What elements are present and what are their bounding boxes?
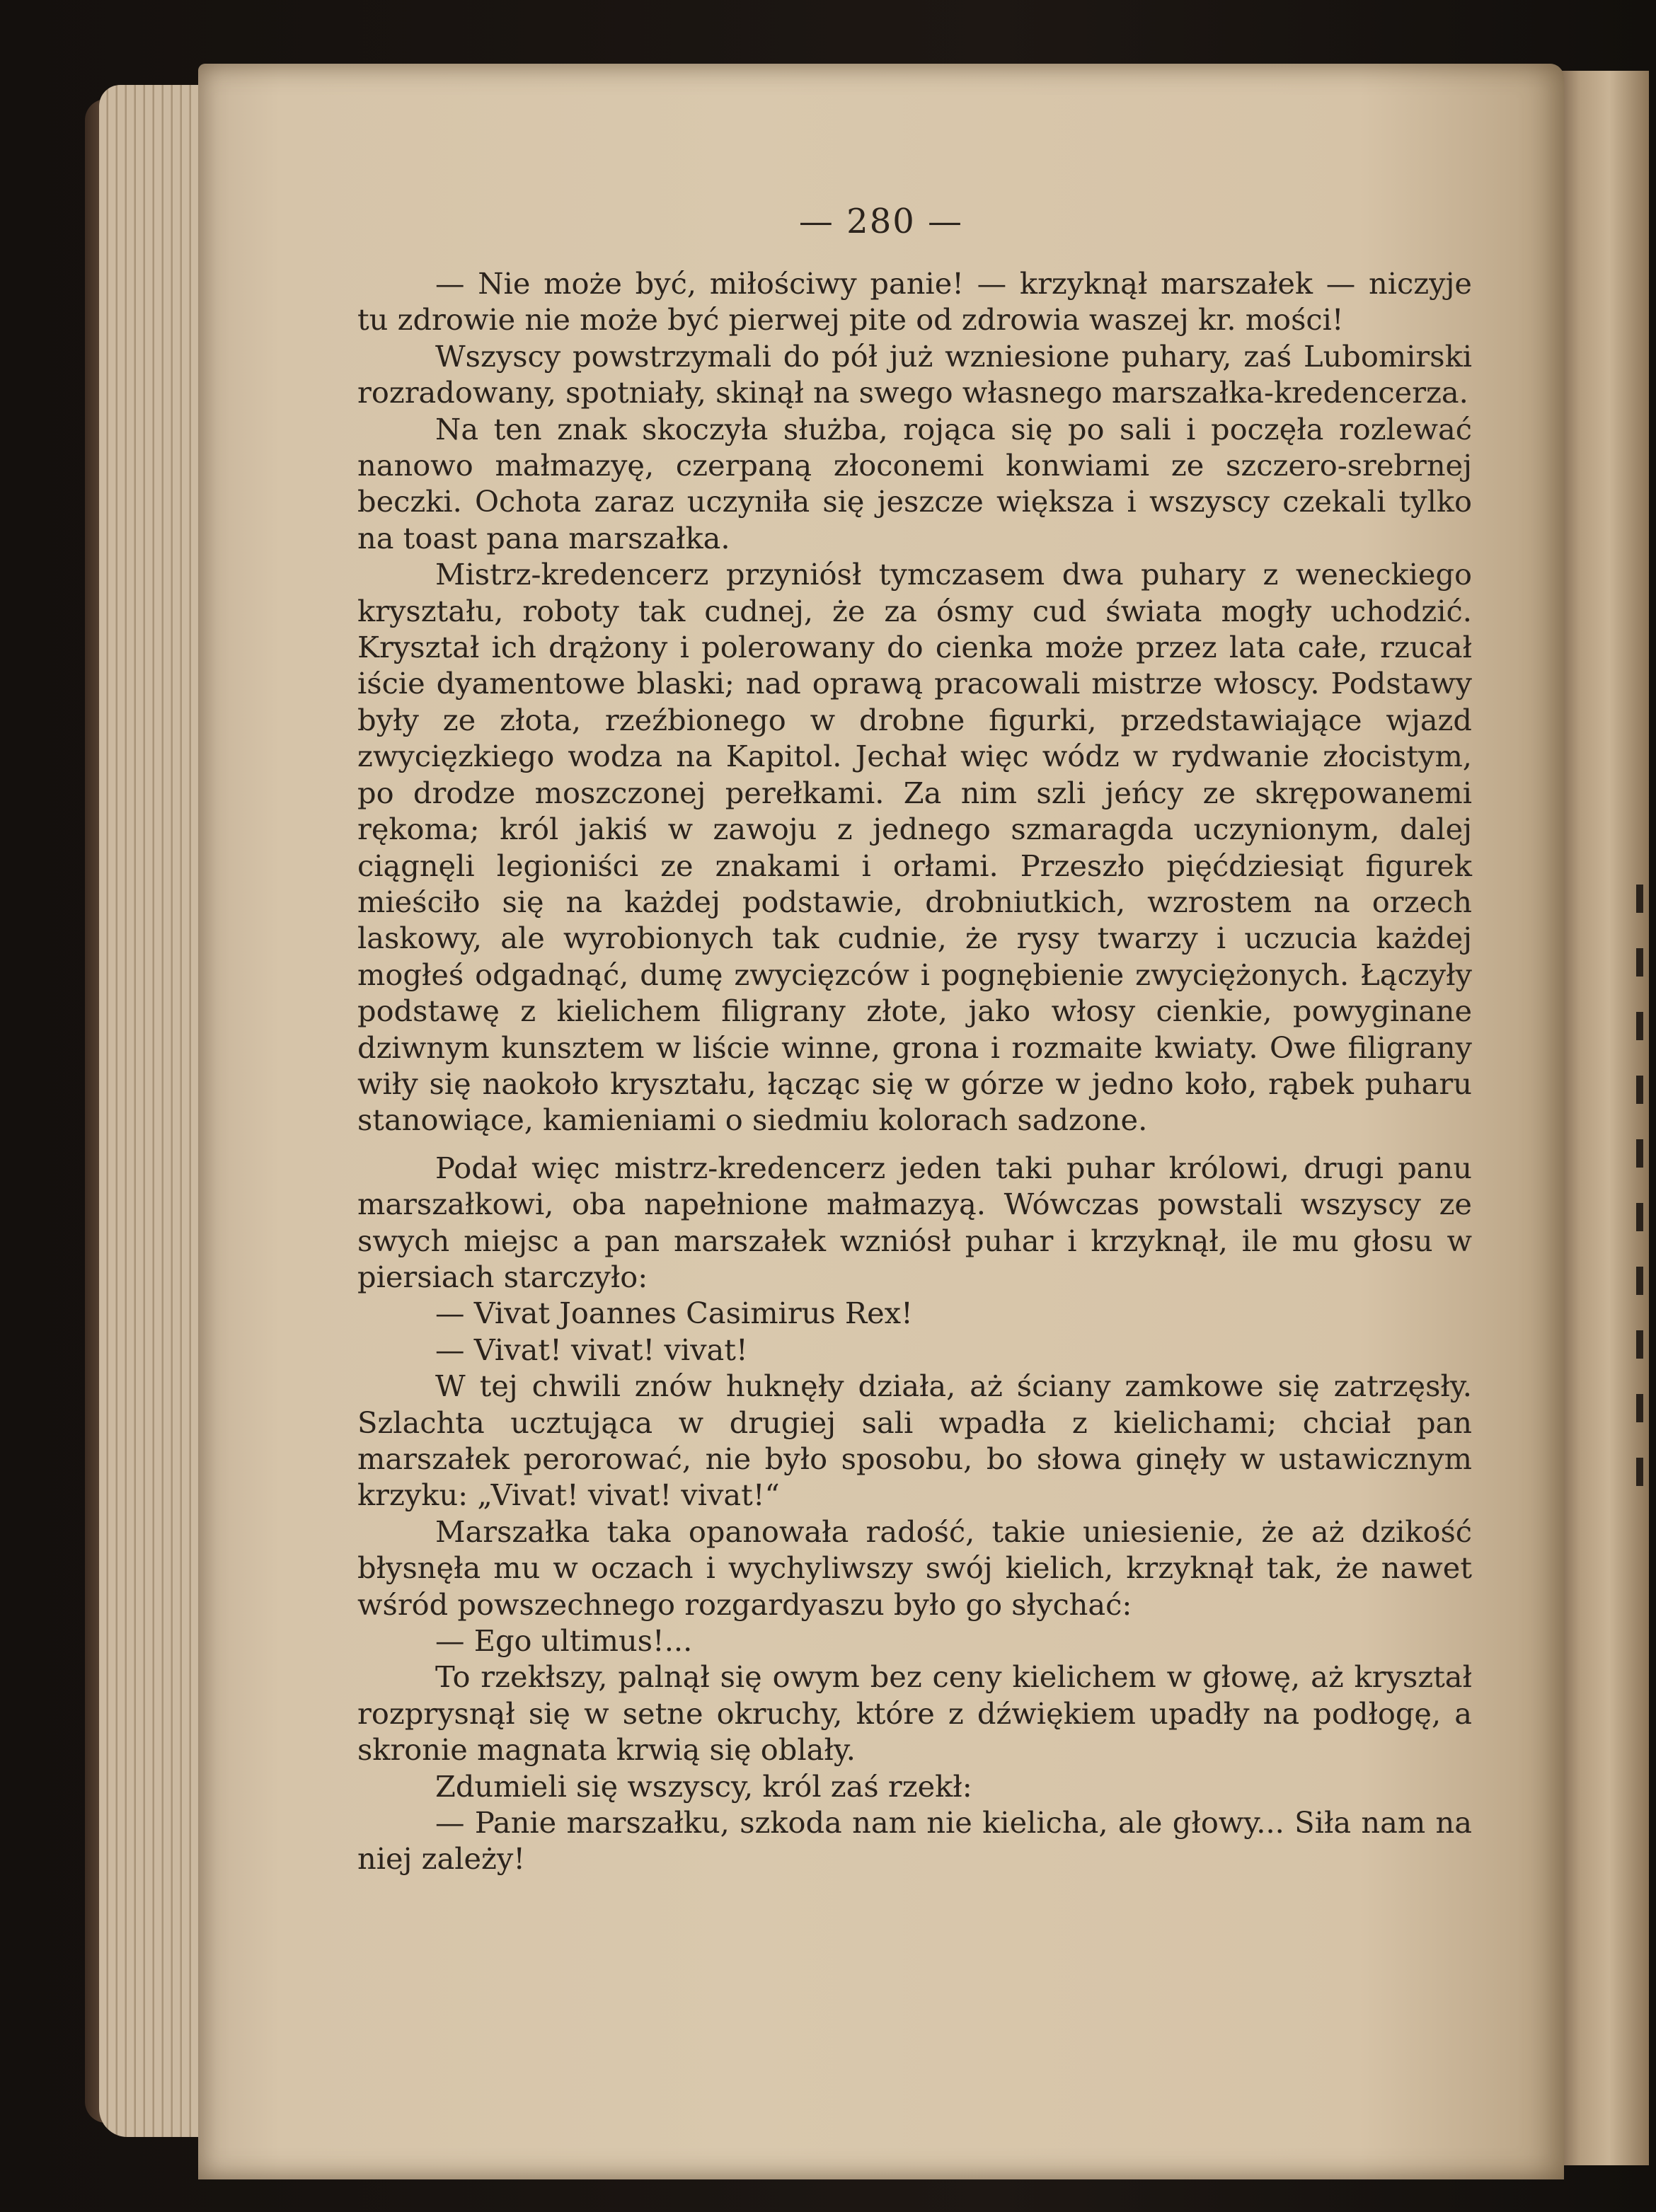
dialogue-line: — Vivat Joannes Casimirus Rex! xyxy=(435,1296,913,1331)
facing-page-marks xyxy=(1636,885,1643,1521)
paragraph: Wszyscy powstrzymali do pół już wzniesione puhary, zaś Lubomirski rozradowany, spotniały, skinął na swego własnego marszałka-kredencerza. xyxy=(357,338,1472,410)
paragraph: Podał więc mistrz-kredencerz jeden taki puhar królowi, drugi panu marszałkowi, oba napełnione małmazyą. Wówczas powstali wszyscy ze swych miejsc a pan marszałek wzniósł puhar i krzyknął, ile mu głosu w piersiach starczyło: xyxy=(357,1150,1472,1294)
paragraph: Zdumieli się wszyscy, król zaś rzekł: xyxy=(435,1768,972,1804)
body-text xyxy=(357,265,1472,1877)
dialogue-line: — Ego ultimus!... xyxy=(435,1623,693,1659)
paragraph: Na ten znak skoczyła służba, rojąca się po sali i poczęła rozlewać nanowo małmazyę, czerpaną złoconemi konwiami ze szczero-srebrnej beczki. Ochota zaraz uczyniła się jeszcze większa i wszyscy czekali tylko na toast pana marszałka. xyxy=(357,411,1472,555)
dialogue-line: — Panie marszałku, szkoda nam nie kielicha, ale głowy... Siła nam na niej zależy! xyxy=(357,1805,1472,1877)
facing-page-edge xyxy=(1550,71,1649,2165)
book-page xyxy=(198,64,1564,2179)
page-number: — 280 — xyxy=(798,202,964,241)
paragraph: — Nie może być, miłościwy panie! — krzyknął marszałek — niczyje tu zdrowie nie może być pierwej pite od zdrowia waszej kr. mości! xyxy=(357,266,1472,338)
dialogue-line: — Vivat! vivat! vivat! xyxy=(435,1332,748,1367)
paragraph: W tej chwili znów huknęły działa, aż ściany zamkowe się zatrzęsły. Szlachta ucztująca w drugiej sali wpadła z kielichami; chciał pan marszałek perorować, nie było sposobu, bo słowa ginęły w ustawicznym krzyku: „Vivat! vivat! vivat!“ xyxy=(357,1369,1472,1513)
paragraph: Marszałka taka opanowała radość, takie uniesienie, że aż dzikość błysnęła mu w oczach i wychyliwszy swój kielich, krzyknął tak, że nawet wśród powszechnego rozgardyaszu było go słychać: xyxy=(357,1514,1472,1622)
paragraph: Mistrz-kredencerz przyniósł tymczasem dwa puhary z weneckiego kryształu, roboty tak cudnej, że za ósmy cud świata mogły uchodzić. Kryształ ich drążony i polerowany do cienka może przez lata całe, rzucał iście dyamentowe blaski; nad oprawą pracowali mistrze włoscy. Podstawy były ze złota, rzeźbionego w drobne figurki, przedstawiające wjazd zwycięzkiego wodza na Kapitol. Jechał więc wódz w rydwanie złocistym, po drodze moszczonej perełkami. Za nim szli jeńcy ze skrępowanemi rękoma; król jakiś w zawoju z jednego szmaragda uczynionym, dalej ciągnęli legioniści ze znakami i orłami. Przeszło pięćdziesiąt figurek mieściło się na każdej podstawie, drobniutkich, wzrostem na orzech laskowy, ale wyrobionych tak cudnie, że rysy twarzy i uczucia każdej mogłeś odgadnąć, dumę zwycięzców i pognębienie zwyciężonych. Łączyły podstawę z kielichem filigrany złote, jako włosy cienkie, powyginane dziwnym kunsztem w liście winne, grona i rozmaite kwiaty. Owe filigrany wiły się naokoło kryształu, łącząc się w górze w jedno koło, rąbek puharu stanowiące, kamieniami o siedmiu kolorach sadzone. xyxy=(357,557,1472,1138)
paragraph: To rzekłszy, palnął się owym bez ceny kielichem w głowę, aż kryształ rozprysnął się w setne okruchy, które z dźwiękiem upadły na podłogę, a skronie magnata krwią się oblały. xyxy=(357,1659,1472,1768)
